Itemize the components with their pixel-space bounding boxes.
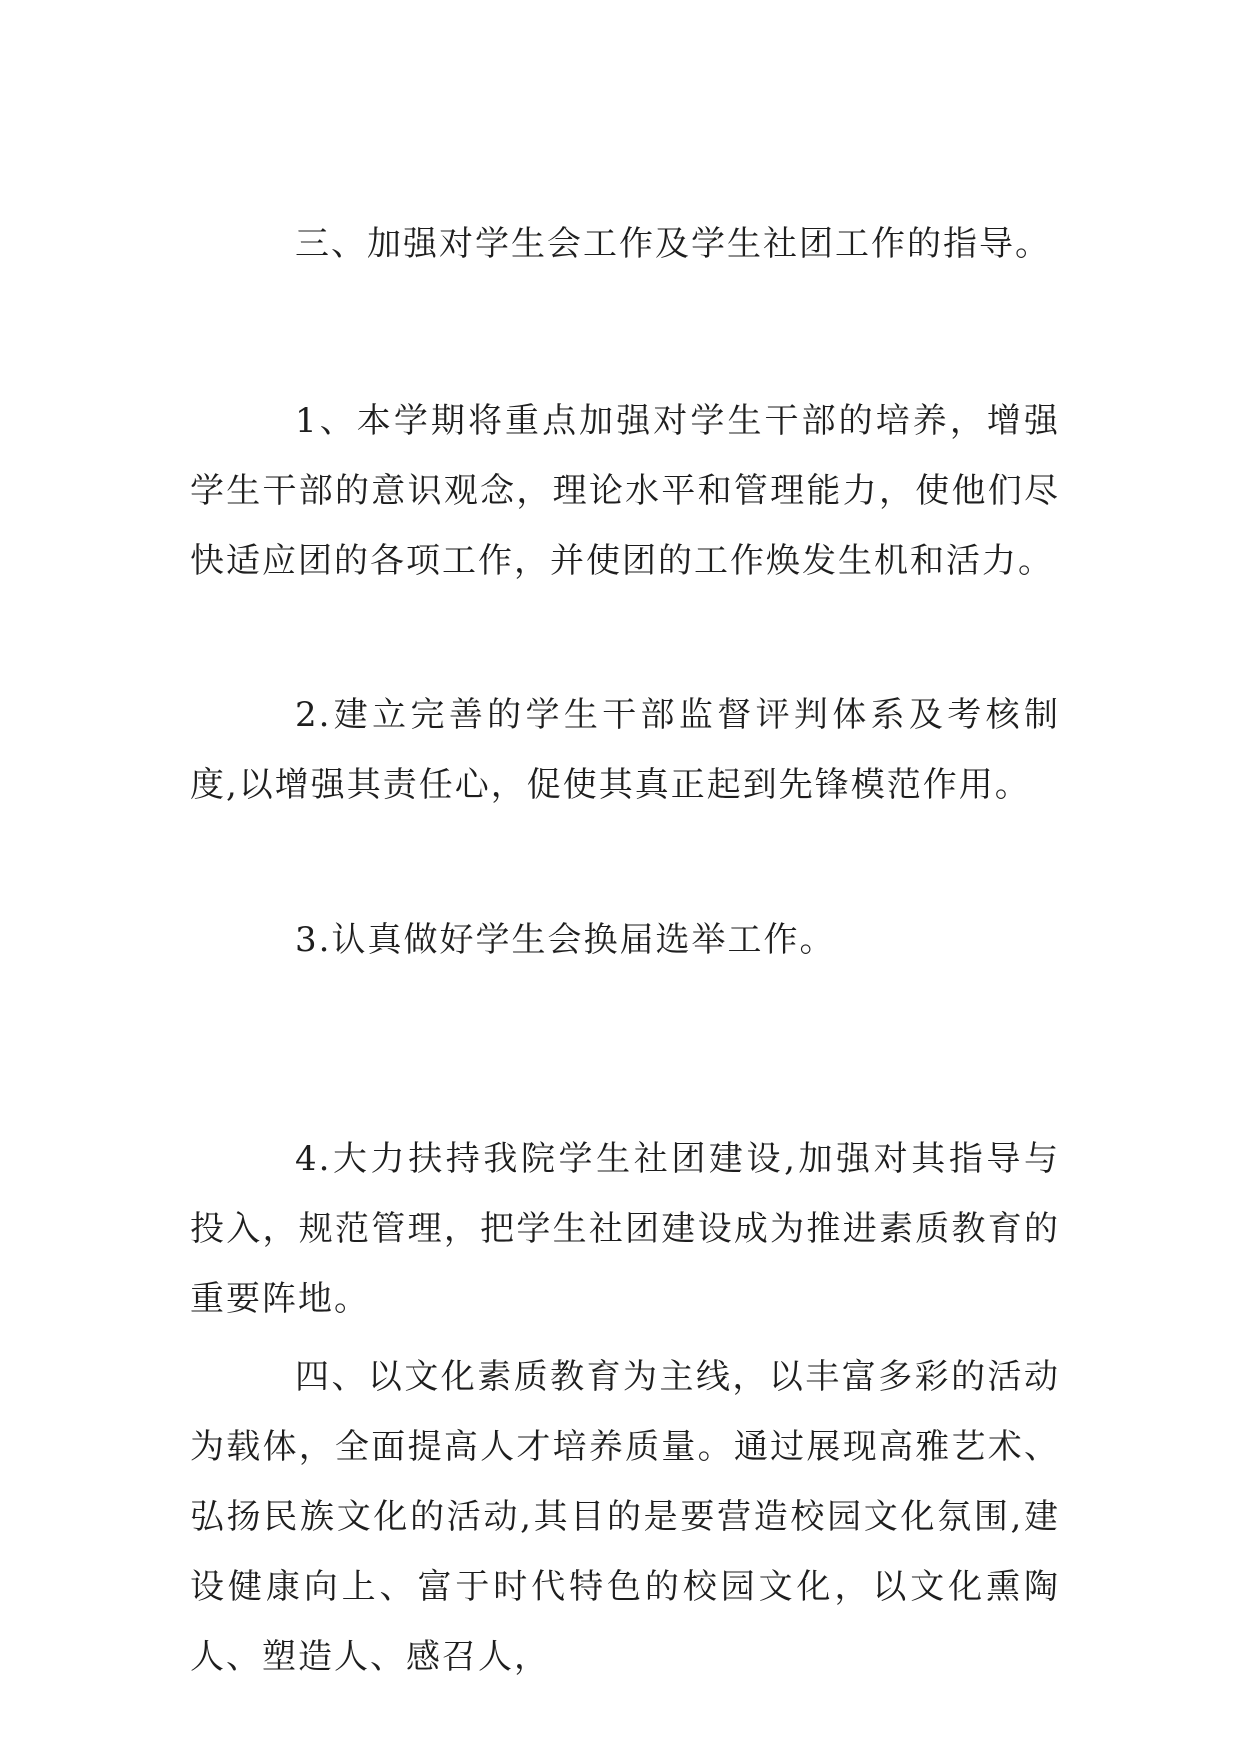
list-item-2: 2.建立完善的学生干部监督评判体系及考核制度,以增强其责任心，促使其真正起到先锋模范作用。	[190, 695, 1060, 805]
section-heading-4: 四、以文化素质教育为主线，以丰富多彩的活动为载体，全面提高人才培养质量。通过展现高雅艺术、弘扬民族文化的活动,其目的是要营造校园文化氛围,建设健康向上、富于时代特色的校园文化，以文化熏陶人、塑造人、感召人，	[190, 1357, 1060, 1677]
list-item-1: 1、本学期将重点加强对学生干部的培养，增强学生干部的意识观念，理论水平和管理能力，使他们尽快适应团的各项工作，并使团的工作焕发生机和活力。	[190, 401, 1060, 581]
list-item-4: 4.大力扶持我院学生社团建设,加强对其指导与投入，规范管理，把学生社团建设成为推进素质教育的重要阵地。	[190, 1139, 1060, 1319]
list-item-3: 3.认真做好学生会换届选举工作。	[295, 920, 836, 960]
section-heading-3: 三、加强对学生会工作及学生社团工作的指导。	[295, 224, 1051, 264]
